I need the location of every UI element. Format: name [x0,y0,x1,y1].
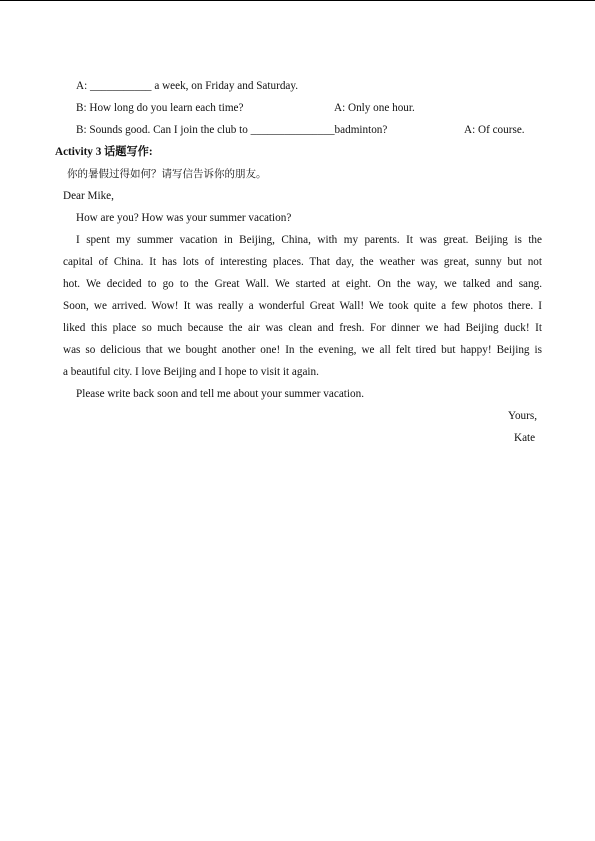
dialogue-line-a-agree: A: Of course. [464,124,525,136]
letter-signature: Kate [514,432,536,444]
letter-body-line: hot. We decided to go to the Great Wall. We started at eight. On the way, we talked and sang. [63,278,542,290]
dialogue-line-b-duration: B: How long do you learn each time? [76,102,244,114]
dialogue-line-b-join: B: Sounds good. Can I join the club to _______________badminton? [76,124,388,136]
letter-body-line: capital of China. It has lots of interesting places. That day, the weather was great, sunny but not [63,256,542,268]
letter-body-line: Soon, we arrived. Wow! It was really a wonderful Great Wall! We took quite a few photos there. I [63,300,542,312]
letter-signoff: Yours, [508,410,538,422]
letter-body-line: I spent my summer vacation in Beijing, China, with my parents. It was great. Beijing is the [76,234,542,246]
activity-prompt: 你的暑假过得如何？请写信告诉你的朋友。 [67,168,267,180]
letter-salutation: Dear Mike, [63,190,114,202]
dialogue-line-a-frequency: A: ___________ a week, on Friday and Saturday. [76,80,299,92]
letter-closing-request: Please write back soon and tell me about your summer vacation. [76,388,364,400]
activity-heading: Activity 3 话题写作: [55,146,153,158]
letter-opening: How are you? How was your summer vacation? [76,212,292,224]
dialogue-line-a-duration: A: Only one hour. [334,102,415,114]
letter-body-last-line: a beautiful city. I love Beijing and I hope to visit it again. [63,366,319,378]
letter-body-line: liked this place so much because the air was clean and fresh. For dinner we had Beijing duck! It [63,322,542,334]
page-top-rule [0,0,595,1]
letter-body-line: was so delicious that we bought another one! In the evening, we all felt tired but happy! Beijing is [63,344,542,356]
